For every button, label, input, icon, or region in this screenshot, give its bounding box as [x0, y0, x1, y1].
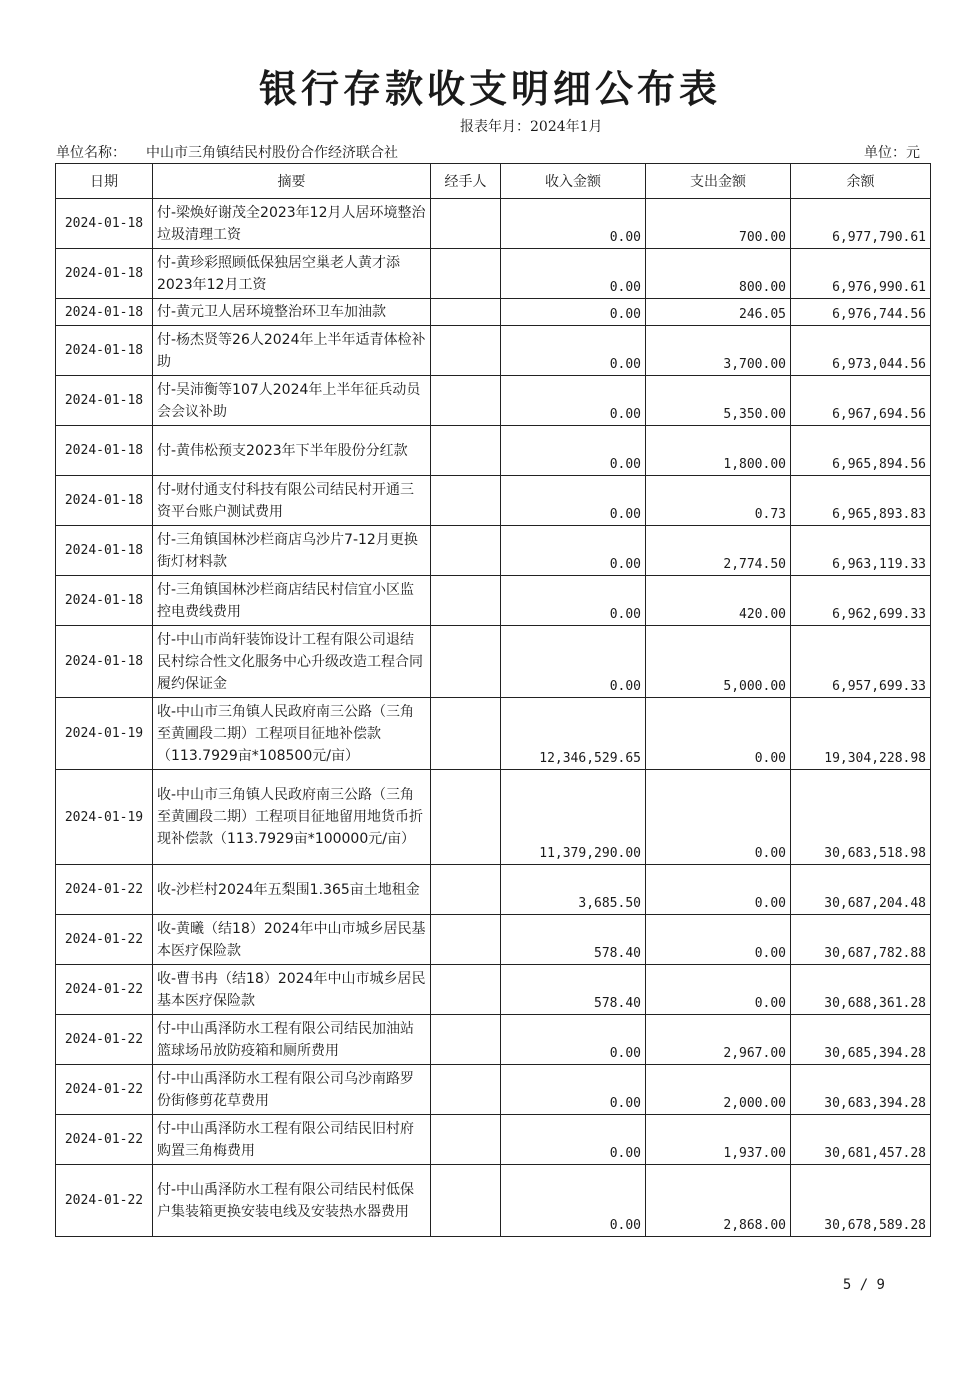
cell-balance: 19,304,228.98 — [791, 698, 931, 770]
cell-summary: 收-中山市三角镇人民政府南三公路（三角至黄圃段二期）工程项目征地留用地货币折现补偿款（113.7929亩*100000元/亩） — [153, 770, 431, 865]
col-header-date: 日期 — [56, 164, 153, 199]
cell-handler — [431, 1165, 501, 1237]
cell-summary: 付-中山禹泽防水工程有限公司结民村低保户集装箱更换安装电线及安装热水器费用 — [153, 1165, 431, 1237]
cell-balance: 30,683,518.98 — [791, 770, 931, 865]
cell-date: 2024-01-19 — [56, 698, 153, 770]
cell-handler — [431, 426, 501, 476]
cell-summary: 收-中山市三角镇人民政府南三公路（三角至黄圃段二期）工程项目征地补偿款（113.7929亩*108500元/亩） — [153, 698, 431, 770]
col-header-balance: 余额 — [791, 164, 931, 199]
table-row — [56, 326, 931, 376]
col-header-expense: 支出金额 — [646, 164, 791, 199]
cell-handler — [431, 326, 501, 376]
cell-income: 0.00 — [501, 1015, 646, 1065]
cell-summary: 收-曹书冉（结18）2024年中山市城乡居民基本医疗保险款 — [153, 965, 431, 1015]
cell-handler — [431, 476, 501, 526]
cell-income: 0.00 — [501, 626, 646, 698]
table-row — [56, 476, 931, 526]
cell-expense: 0.00 — [646, 865, 791, 915]
cell-expense: 5,350.00 — [646, 376, 791, 426]
table-row — [56, 915, 931, 965]
cell-date: 2024-01-22 — [56, 1015, 153, 1065]
cell-expense: 800.00 — [646, 249, 791, 299]
cell-expense: 0.00 — [646, 698, 791, 770]
cell-date: 2024-01-22 — [56, 1115, 153, 1165]
cell-handler — [431, 770, 501, 865]
cell-income: 0.00 — [501, 299, 646, 326]
cell-income: 0.00 — [501, 199, 646, 249]
cell-balance: 30,688,361.28 — [791, 965, 931, 1015]
cell-date: 2024-01-18 — [56, 476, 153, 526]
cell-summary: 付-黄珍彩照顾低保独居空巢老人黄才添2023年12月工资 — [153, 249, 431, 299]
cell-date: 2024-01-18 — [56, 299, 153, 326]
cell-date: 2024-01-19 — [56, 770, 153, 865]
cell-handler — [431, 1115, 501, 1165]
cell-summary: 付-三角镇国林沙栏商店乌沙片7-12月更换街灯材料款 — [153, 526, 431, 576]
cell-date: 2024-01-18 — [56, 426, 153, 476]
cell-income: 0.00 — [501, 1115, 646, 1165]
cell-expense: 2,868.00 — [646, 1165, 791, 1237]
cell-balance: 6,967,694.56 — [791, 376, 931, 426]
col-header-income: 收入金额 — [501, 164, 646, 199]
table-row — [56, 865, 931, 915]
cell-expense: 2,774.50 — [646, 526, 791, 576]
table-row — [56, 698, 931, 770]
cell-summary: 付-黄伟松预支2023年下半年股份分红款 — [153, 426, 431, 476]
cell-handler — [431, 698, 501, 770]
table-row — [56, 770, 931, 865]
cell-handler — [431, 249, 501, 299]
cell-income: 12,346,529.65 — [501, 698, 646, 770]
unit-name-value: 中山市三角镇结民村股份合作经济联合社 — [146, 145, 398, 161]
cell-balance: 6,973,044.56 — [791, 326, 931, 376]
cell-date: 2024-01-18 — [56, 526, 153, 576]
cell-expense: 5,000.00 — [646, 626, 791, 698]
cell-balance: 30,687,204.48 — [791, 865, 931, 915]
table-row — [56, 526, 931, 576]
table-row — [56, 1015, 931, 1065]
cell-income: 0.00 — [501, 376, 646, 426]
cell-income: 578.40 — [501, 965, 646, 1015]
cell-balance: 30,681,457.28 — [791, 1115, 931, 1165]
cell-income: 0.00 — [501, 476, 646, 526]
cell-income: 3,685.50 — [501, 865, 646, 915]
table-row — [56, 576, 931, 626]
cell-balance: 30,687,782.88 — [791, 915, 931, 965]
cell-date: 2024-01-18 — [56, 199, 153, 249]
col-header-summary: 摘要 — [153, 164, 431, 199]
cell-date: 2024-01-22 — [56, 965, 153, 1015]
unit-name-label: 单位名称： — [56, 145, 126, 161]
header-row — [56, 164, 931, 199]
cell-date: 2024-01-22 — [56, 915, 153, 965]
cell-income: 0.00 — [501, 426, 646, 476]
cell-balance: 6,965,894.56 — [791, 426, 931, 476]
cell-handler — [431, 1015, 501, 1065]
cell-summary: 付-吴沛衡等107人2024年上半年征兵动员会会议补助 — [153, 376, 431, 426]
cell-income: 0.00 — [501, 1065, 646, 1115]
cell-balance: 6,976,744.56 — [791, 299, 931, 326]
cell-balance: 6,957,699.33 — [791, 626, 931, 698]
cell-summary: 收-沙栏村2024年五梨围1.365亩土地租金 — [153, 865, 431, 915]
table-row — [56, 299, 931, 326]
cell-income: 578.40 — [501, 915, 646, 965]
cell-handler — [431, 299, 501, 326]
cell-date: 2024-01-18 — [56, 376, 153, 426]
cell-expense: 700.00 — [646, 199, 791, 249]
cell-expense: 1,937.00 — [646, 1115, 791, 1165]
cell-expense: 0.73 — [646, 476, 791, 526]
currency-unit: 单位：元 — [864, 145, 920, 161]
cell-summary: 付-三角镇国林沙栏商店结民村信宜小区监控电费线费用 — [153, 576, 431, 626]
cell-balance: 6,976,990.61 — [791, 249, 931, 299]
cell-expense: 420.00 — [646, 576, 791, 626]
cell-balance: 6,962,699.33 — [791, 576, 931, 626]
cell-summary: 付-中山禹泽防水工程有限公司结民加油站篮球场吊放防疫箱和厕所费用 — [153, 1015, 431, 1065]
cell-summary: 收-黄曦（结18）2024年中山市城乡居民基本医疗保险款 — [153, 915, 431, 965]
cell-balance: 6,977,790.61 — [791, 199, 931, 249]
cell-handler — [431, 626, 501, 698]
cell-balance: 30,678,589.28 — [791, 1165, 931, 1237]
cell-handler — [431, 965, 501, 1015]
cell-date: 2024-01-22 — [56, 865, 153, 915]
cell-expense: 1,800.00 — [646, 426, 791, 476]
table-row — [56, 1115, 931, 1165]
ledger-table — [55, 163, 931, 1237]
table-row — [56, 965, 931, 1015]
cell-income: 0.00 — [501, 249, 646, 299]
table-row — [56, 249, 931, 299]
table-row — [56, 376, 931, 426]
cell-expense: 2,967.00 — [646, 1015, 791, 1065]
cell-handler — [431, 526, 501, 576]
cell-date: 2024-01-18 — [56, 626, 153, 698]
cell-income: 0.00 — [501, 326, 646, 376]
cell-income: 0.00 — [501, 576, 646, 626]
table-row — [56, 626, 931, 698]
cell-income: 0.00 — [501, 1165, 646, 1237]
ledger-body — [56, 199, 931, 1237]
table-row — [56, 199, 931, 249]
cell-date: 2024-01-18 — [56, 326, 153, 376]
cell-date: 2024-01-22 — [56, 1065, 153, 1115]
cell-summary: 付-黄元卫人居环境整治环卫车加油款 — [153, 299, 431, 326]
col-header-handler: 经手人 — [431, 164, 501, 199]
cell-expense: 2,000.00 — [646, 1065, 791, 1115]
cell-summary: 付-杨杰贤等26人2024年上半年适青体检补助 — [153, 326, 431, 376]
cell-balance: 6,965,893.83 — [791, 476, 931, 526]
cell-income: 11,379,290.00 — [501, 770, 646, 865]
cell-handler — [431, 865, 501, 915]
cell-income: 0.00 — [501, 526, 646, 576]
cell-balance: 30,685,394.28 — [791, 1015, 931, 1065]
cell-expense: 0.00 — [646, 770, 791, 865]
cell-expense: 246.05 — [646, 299, 791, 326]
table-row — [56, 1165, 931, 1237]
cell-balance: 30,683,394.28 — [791, 1065, 931, 1115]
table-row — [56, 426, 931, 476]
cell-handler — [431, 576, 501, 626]
page-number: 5 / 9 — [842, 1277, 885, 1293]
table-row — [56, 1065, 931, 1115]
cell-summary: 付-中山禹泽防水工程有限公司结民旧村府购置三角梅费用 — [153, 1115, 431, 1165]
cell-date: 2024-01-22 — [56, 1165, 153, 1237]
cell-date: 2024-01-18 — [56, 249, 153, 299]
cell-date: 2024-01-18 — [56, 576, 153, 626]
cell-expense: 0.00 — [646, 965, 791, 1015]
cell-handler — [431, 1065, 501, 1115]
cell-summary: 付-梁焕好谢茂全2023年12月人居环境整治垃圾清理工资 — [153, 199, 431, 249]
report-period: 报表年月：2024年1月 — [460, 119, 603, 135]
cell-expense: 3,700.00 — [646, 326, 791, 376]
cell-summary: 付-中山禹泽防水工程有限公司乌沙南路罗份街修剪花草费用 — [153, 1065, 431, 1115]
unit-name-line — [56, 142, 398, 162]
page-title: 银行存款收支明细公布表 — [258, 67, 721, 111]
cell-balance: 6,963,119.33 — [791, 526, 931, 576]
cell-handler — [431, 915, 501, 965]
cell-summary: 付-财付通支付科技有限公司结民村开通三资平台账户测试费用 — [153, 476, 431, 526]
cell-expense: 0.00 — [646, 915, 791, 965]
cell-summary: 付-中山市尚轩装饰设计工程有限公司退结民村综合性文化服务中心升级改造工程合同履约保证金 — [153, 626, 431, 698]
cell-handler — [431, 199, 501, 249]
cell-handler — [431, 376, 501, 426]
